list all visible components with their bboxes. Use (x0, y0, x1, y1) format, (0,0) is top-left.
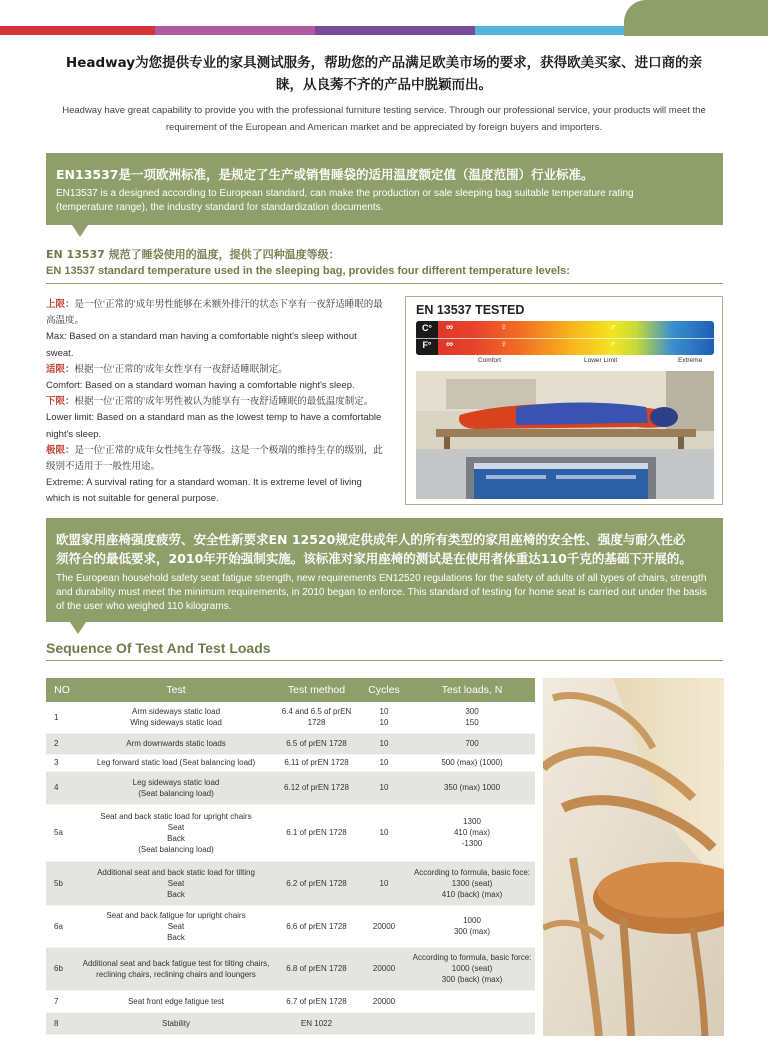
def-lower-zh (46, 394, 386, 410)
cell-cycles-line: 20000 (372, 921, 396, 931)
en12520-banner-zh-line-1: 欧盟家用座椅强度疲劳、安全性新要求EN 12520规定供成年人的所有类型的家用座椅的安全性、强度与耐久性必 (56, 532, 686, 547)
cell-cycles (359, 733, 409, 754)
male-icon: ♂ (609, 339, 617, 350)
cell-no: 1 (46, 702, 78, 733)
cell-loads-line: 1300 (463, 817, 481, 826)
cell-no: 6b (46, 947, 78, 990)
cell-cycles (359, 905, 409, 947)
cell-no: 8 (46, 1012, 78, 1034)
cell-loads-line: 1000 (seat) (451, 964, 493, 973)
intro-zh-line-1: Headway为您提供专业的家具测试服务，帮助您的产品满足欧美市场的要求，获得欧美买家、进口商的亲 (65, 55, 703, 71)
cell-loads (409, 771, 535, 804)
cell-loads-line: 300 (max) (453, 927, 490, 936)
def-comfort-label-zh: 适限： (46, 363, 75, 375)
cell-cycles-line: 10 (379, 739, 389, 748)
infinity-icon: ∞ (446, 339, 454, 350)
banner-pointer (72, 225, 88, 237)
table-row (46, 733, 535, 754)
def-extreme-text-zh: 是一位‘正常的’成年女性纯生存等级。这是一个极端的维持生存的级别，此级别不适用于一般性用途。 (46, 444, 383, 473)
label-comfort: Comfort (478, 357, 502, 364)
col-header-no: NO (46, 678, 78, 702)
cell-cycles-line: 10 (379, 718, 389, 728)
unit-celsius: C° (421, 323, 433, 333)
cell-method (274, 702, 359, 733)
cell-test-line: Leg sideways static load (132, 777, 220, 787)
label-lower-limit: Lower Limit (584, 357, 618, 364)
cell-loads (409, 733, 535, 754)
female-icon: ♀ (500, 322, 508, 333)
cell-test-line: Seat (167, 921, 185, 931)
cell-no: 6a (46, 905, 78, 947)
cell-test (78, 947, 274, 990)
cell-loads (409, 990, 535, 1012)
cell-cycles (359, 947, 409, 990)
tested-title: EN 13537 TESTED (416, 303, 525, 317)
cell-test-line: Additional seat and back fatigue test for tilting chairs, (82, 958, 270, 968)
def-comfort-en (46, 378, 386, 394)
temperature-heading (46, 247, 723, 284)
female-icon: ♀ (500, 339, 508, 350)
def-lower-en (46, 410, 386, 442)
def-comfort-label: Comfort: (46, 380, 83, 392)
cell-cycles-line: 10 (379, 707, 389, 717)
temperature-scale (416, 321, 714, 355)
cell-method (274, 905, 359, 947)
def-max-label: Max: (46, 331, 67, 343)
cell-test-line: Seat front edge fatigue test (127, 996, 225, 1006)
cell-method (274, 947, 359, 990)
cell-loads (409, 804, 535, 861)
table-row (46, 861, 535, 905)
cell-test (78, 804, 274, 861)
en13537-banner (46, 153, 723, 225)
table-row (46, 1012, 535, 1034)
cell-test (78, 771, 274, 804)
def-extreme-zh (46, 443, 386, 475)
cell-method (274, 861, 359, 905)
cell-method-line: 6.6 of prEN 1728 (286, 921, 347, 931)
col-header-method: Test method (274, 678, 359, 702)
cell-test-line: (Seat balancing load) (138, 788, 214, 798)
intro-english (38, 102, 730, 136)
def-max-en (46, 329, 386, 361)
cell-test-line: Wing sideways static load (130, 718, 222, 728)
cell-method-line: 6.1 of prEN 1728 (286, 828, 347, 837)
cell-loads (409, 861, 535, 905)
cell-loads-line: 1000 (463, 916, 481, 925)
cell-test (78, 861, 274, 905)
en13537-banner-zh: EN13537是一项欧洲标准，是规定了生产或销售睡袋的适用温度额定值（温度范围）行业标准。 (56, 167, 594, 182)
color-segment-cyan (475, 26, 625, 35)
cell-test (78, 1012, 274, 1034)
male-icon: ♂ (609, 322, 617, 333)
table-header-row (46, 678, 535, 702)
cell-method-line: 6.5 of prEN 1728 (286, 739, 347, 748)
cell-method (274, 804, 359, 861)
scale-labels (416, 357, 714, 367)
cell-loads (409, 947, 535, 990)
cell-loads-line: 410 (max) (453, 828, 490, 837)
cell-loads-line: 350 (max) 1000 (443, 783, 501, 792)
col-header-cycles: Cycles (359, 678, 409, 702)
def-extreme-en (46, 475, 386, 507)
def-extreme-label: Extreme: (46, 477, 85, 489)
cell-test-line: Seat and back fatigue for upright chairs (106, 910, 246, 920)
cell-cycles (359, 1012, 409, 1034)
cell-test-line: (Seat balancing load) (138, 844, 214, 854)
cell-test (78, 702, 274, 733)
cell-loads-line: 1300 (seat) (451, 878, 493, 888)
cell-method (274, 771, 359, 804)
cell-test-line: reclining chairs, reclining chairs and loungers (96, 969, 256, 979)
banner-pointer (70, 622, 86, 634)
cell-method (274, 733, 359, 754)
table-row (46, 754, 535, 771)
cell-no: 7 (46, 990, 78, 1012)
def-upper-zh (46, 297, 386, 329)
intro-zh-line-2: 睐，从良莠不齐的产品中脱颖而出。 (276, 77, 492, 93)
def-extreme-label-zh: 极限： (46, 444, 75, 456)
en13537-banner-en-line-2: (temperature range), the industry standard for standardization documents. (56, 202, 384, 213)
table-row (46, 990, 535, 1012)
cell-cycles (359, 702, 409, 733)
wooden-chair-photo (543, 678, 724, 1036)
cell-cycles (359, 804, 409, 861)
cell-test-line: Seat and back static load for upright chairs (100, 811, 252, 821)
scale-divider (416, 338, 714, 339)
infinity-icon: ∞ (446, 322, 454, 333)
cell-loads (409, 754, 535, 771)
cell-cycles-line: 10 (379, 783, 389, 792)
color-segment-magenta (155, 26, 315, 35)
cell-no: 5a (46, 804, 78, 861)
cell-method-line: 6.2 of prEN 1728 (286, 878, 347, 888)
cell-test-line: Seat (167, 822, 185, 832)
cell-cycles-line: 10 (379, 878, 389, 888)
sequence-title: Sequence Of Test And Test Loads (46, 640, 723, 661)
intro-chinese (20, 52, 748, 96)
cell-method (274, 990, 359, 1012)
unit-fahrenheit: F° (422, 340, 432, 350)
en13537-banner-en-line-1: EN13537 is a designed according to European standard, can make the production or sale sleeping bag suitable temperature rating (56, 188, 634, 199)
label-extreme: Extreme (678, 357, 703, 364)
cell-loads (409, 702, 535, 733)
cell-no: 4 (46, 771, 78, 804)
cell-test-line: Arm sideways static load (131, 707, 221, 717)
cell-test (78, 733, 274, 754)
cell-method-line: 6.4 and 6.5 of prEN (281, 707, 352, 717)
cell-cycles-line: 10 (379, 758, 389, 767)
def-upper-label: 上限： (46, 299, 75, 310)
def-upper-text: 是一位‘正常的’成年男性能够在未额外排汗的状态下享有一夜舒适睡眠的最高温度。 (46, 299, 383, 327)
cell-cycles (359, 861, 409, 905)
cell-cycles (359, 771, 409, 804)
def-comfort-zh (46, 362, 386, 378)
en12520-banner-zh (56, 530, 711, 568)
cell-loads-line: 300 (465, 707, 479, 717)
temperature-heading-en: EN 13537 standard temperature used in the sleeping bag, provides four different temperature levels: (46, 265, 570, 277)
cell-cycles (359, 990, 409, 1012)
cell-method-line: 6.12 of prEN 1728 (284, 783, 349, 792)
cell-test (78, 990, 274, 1012)
cell-cycles-line: 20000 (372, 996, 396, 1006)
en12520-banner-en: The European household safety seat fatigue strength, new requirements EN12520 regulations for the safety of adults of all types of chairs, strength and durability must meet the minimum requirements, in 2010 began to enforce. This standard of testing for home seat is carried out under the basis of the user who weighed 110 kilograms. (56, 573, 707, 612)
cell-method (274, 1012, 359, 1034)
sleeping-bag-test-photo (416, 371, 714, 499)
def-max-text: Based on a standard man having a comfortable night's sleep without sweat. (46, 331, 357, 359)
cell-test-line: Additional seat and back static load for tilting (97, 867, 255, 877)
col-header-test: Test (78, 678, 274, 702)
def-comfort-text: Based on a standard woman having a comfortable night's sleep. (85, 380, 355, 392)
cell-method (274, 754, 359, 771)
def-comfort-text-zh: 根据一位‘正常的’成年女性享有一夜舒适睡眠制定。 (74, 363, 288, 375)
cell-method-line: 6.8 of prEN 1728 (286, 964, 347, 973)
en13537-tested-panel (405, 296, 723, 505)
intro-en-line-2: requirement of the European and American market and be appreciated by foreign buyers and importers. (165, 122, 603, 133)
cell-method-line: EN 1022 (300, 1018, 333, 1028)
cell-no: 5b (46, 861, 78, 905)
def-lower-label: Lower limit: (46, 412, 95, 424)
cell-loads-line: According to formula, basic foce: (413, 867, 531, 877)
en12520-banner-zh-line-2: 须符合的最低要求，2010年开始强制实施。该标准对家用座椅的测试是在使用者体重达110千克的基础下开展的。 (56, 551, 692, 566)
cell-cycles (359, 754, 409, 771)
cell-loads-line: 500 (max) (1000) (441, 758, 503, 767)
test-loads-table (46, 678, 535, 1035)
cell-no: 3 (46, 754, 78, 771)
cell-loads-line: 300 (back) (max) (441, 975, 503, 984)
color-segment-purple (315, 26, 475, 35)
cell-cycles-line: 20000 (372, 964, 396, 973)
cell-loads-line: 410 (back) (max) (441, 889, 503, 899)
temperature-heading-zh: EN 13537 规范了睡袋使用的温度，提供了四种温度等级： (46, 248, 340, 261)
cell-loads (409, 1012, 535, 1034)
def-lower-text: Based on a standard man as the lowest temp to have a comfortable night's sleep. (46, 412, 382, 440)
col-header-loads: Test loads, N (409, 678, 535, 702)
cell-no: 2 (46, 733, 78, 754)
table-body (46, 702, 535, 1034)
table-row (46, 702, 535, 733)
cell-test-line: Back (167, 833, 185, 843)
cell-test-line: Leg forward static load (Seat balancing load) (96, 758, 256, 767)
cell-loads-line: According to formula, basic force: (412, 953, 532, 962)
cell-method-line: 1728 (307, 718, 326, 728)
cell-test-line: Stability (161, 1018, 190, 1028)
cell-test-line: Seat (167, 878, 185, 888)
table-row (46, 905, 535, 947)
cell-test (78, 905, 274, 947)
def-lower-label-zh: 下限： (46, 396, 75, 408)
def-lower-text-zh: 根据一位‘正常的’成年男性被认为能享有一夜舒适睡眠的最低温度制定。 (74, 396, 374, 408)
cell-loads (409, 905, 535, 947)
cell-test (78, 754, 274, 771)
table-row (46, 771, 535, 804)
table-row (46, 947, 535, 990)
temperature-definitions (46, 297, 386, 508)
cell-cycles-line: 10 (379, 828, 389, 837)
en12520-banner (46, 518, 723, 622)
cell-test-line: Back (167, 889, 185, 899)
cell-test-line: Back (167, 932, 185, 942)
color-segment-red (0, 26, 155, 35)
cell-loads-line: -1300 (461, 839, 483, 848)
intro-en-line-1: Headway have great capability to provide you with the professional furniture testing service. Through our professional service, your products will meet the (62, 105, 706, 116)
en13537-banner-en (56, 187, 711, 215)
cell-test-line: Arm downwards static loads (126, 739, 226, 748)
table-row (46, 804, 535, 861)
header-tab (624, 0, 768, 36)
cell-method-line: 6.11 of prEN 1728 (284, 758, 349, 767)
cell-loads-line: 150 (465, 718, 479, 728)
def-extreme-text: A survival rating for a standard woman. It is extreme level of living which is not suitable for general purpose. (46, 477, 362, 505)
cell-method-line: 6.7 of prEN 1728 (286, 996, 347, 1006)
cell-loads-line: 700 (465, 739, 479, 748)
